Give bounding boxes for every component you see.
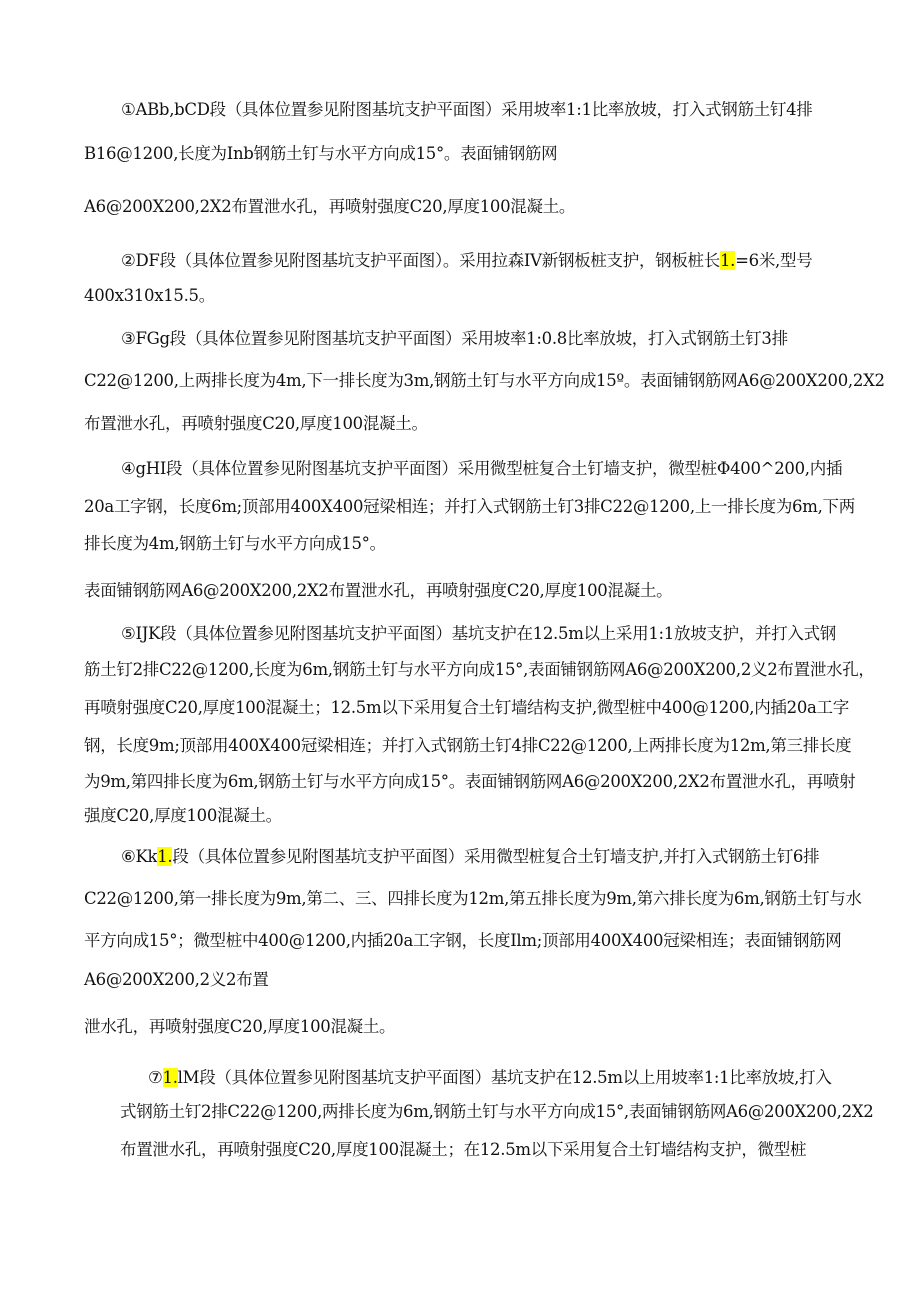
- p7-line-1-text-a: ⑦: [148, 1068, 163, 1087]
- p2-line-1-text-b: =6米,型号: [735, 251, 813, 270]
- p3-line-1: ③FGg段（具体位置参见附图基坑支护平面图）采用坡率1:0.8比率放坡，打入式钢筋土钉3排: [121, 329, 788, 348]
- p6-line-5: 泄水孔，再喷射强度C20,厚度100混凝土。: [84, 1017, 396, 1036]
- p7-line-1-text-b: lM段（具体位置参见附图基坑支护平面图）基坑支护在12.5m以上用坡率1:1比率放坡,打入: [177, 1068, 832, 1087]
- highlighted-text: 1.: [719, 251, 736, 270]
- highlighted-text: 1.: [157, 847, 173, 866]
- p4-line-4: 表面铺钢筋网A6@200X200,2X2布置泄水孔，再喷射强度C20,厚度100混凝土。: [84, 581, 673, 600]
- p6-line-4: A6@200X200,2义2布置: [84, 970, 269, 989]
- p4-line-1: ④gHI段（具体位置参见附图基坑支护平面图）采用微型桩复合土钉墙支护，微型桩Φ400^200,内插: [121, 459, 843, 478]
- p5-line-3: 再喷射强度C20,厚度100混凝土；12.5m以下采用复合土钉墙结构支护,微型桩中400@1200,内插20a工字: [84, 698, 849, 717]
- p4-line-3: 排长度为4m,钢筋土钉与水平方向成15°。: [84, 534, 386, 553]
- p1-line-2: B16@1200,长度为Inb钢筋土钉与水平方向成15°。表面铺钢筋网: [84, 144, 558, 163]
- p6-line-1: [121, 846, 819, 868]
- highlighted-text: 1.: [162, 1068, 178, 1087]
- p3-line-2: C22@1200,上两排长度为4m,下一排长度为3m,钢筋土钉与水平方向成15º。表面铺钢筋网A6@200X200,2X2: [84, 371, 885, 390]
- p1-line-1: ①ABb,bCD段（具体位置参见附图基坑支护平面图）采用坡率1:1比率放坡，打入式钢筋土钉4排: [121, 100, 813, 119]
- p4-line-2: 20a工字钢，长度6m;顶部用400X400冠梁相连；并打入式钢筋土钉3排C22@1200,上一排长度为6m,下两: [84, 497, 855, 516]
- p5-line-1: ⑤IJK段（具体位置参见附图基坑支护平面图）基坑支护在12.5m以上采用1:1放坡支护，并打入式钢: [121, 624, 836, 643]
- p3-line-3: 布置泄水孔，再喷射强度C20,厚度100混凝土。: [84, 414, 428, 433]
- p6-line-2: C22@1200,第一排长度为9m,第二、三、四排长度为12m,第五排长度为9m,第六排长度为6m,钢筋土钉与水: [84, 889, 862, 908]
- p2-line-2: 400x310x15.5。: [84, 286, 215, 305]
- p5-line-6: 强度C20,厚度100混凝土。: [84, 806, 282, 825]
- p5-line-5: 为9m,第四排长度为6m,钢筋土钉与水平方向成15°。表面铺钢筋网A6@200X200,2X2布置泄水孔，再喷射: [84, 772, 856, 791]
- p7-line-1: [148, 1067, 832, 1089]
- p6-line-1-text-b: 段（具体位置参见附图基坑支护平面图）采用微型桩复合土钉墙支护,并打入式钢筋土钉6排: [172, 847, 820, 866]
- p1-line-3: A6@200X200,2X2布置泄水孔，再喷射强度C20,厚度100混凝土。: [84, 197, 576, 216]
- p5-line-2: 筋土钉2排C22@1200,长度为6m,钢筋土钉与水平方向成15°,表面铺钢筋网A6@200X200,2义2布置泄水孔，: [84, 660, 875, 679]
- p7-line-2: 式钢筋土钉2排C22@1200,两排长度为6m,钢筋土钉与水平方向成15°,表面铺钢筋网A6@200X200,2X2: [120, 1102, 874, 1121]
- p2-line-1-text-a: ②DF段（具体位置参见附图基坑支护平面图）。采用拉森IV新钢板桩支护，钢板桩长: [121, 251, 720, 270]
- p6-line-3: 平方向成15°；微型桩中400@1200,内插20a工字钢，长度Ilm;顶部用400X400冠梁相连；表面铺钢筋网: [84, 931, 842, 950]
- p2-line-1: [121, 250, 812, 272]
- p7-line-3: 布置泄水孔，再喷射强度C20,厚度100混凝土；在12.5m以下采用复合土钉墙结构支护，微型桩: [120, 1140, 807, 1159]
- p5-line-4: 钢，长度9m;顶部用400X400冠梁相连；并打入式钢筋土钉4排C22@1200,上两排长度为12m,第三排长度: [84, 736, 852, 755]
- p6-line-1-text-a: ⑥Kk: [121, 847, 158, 866]
